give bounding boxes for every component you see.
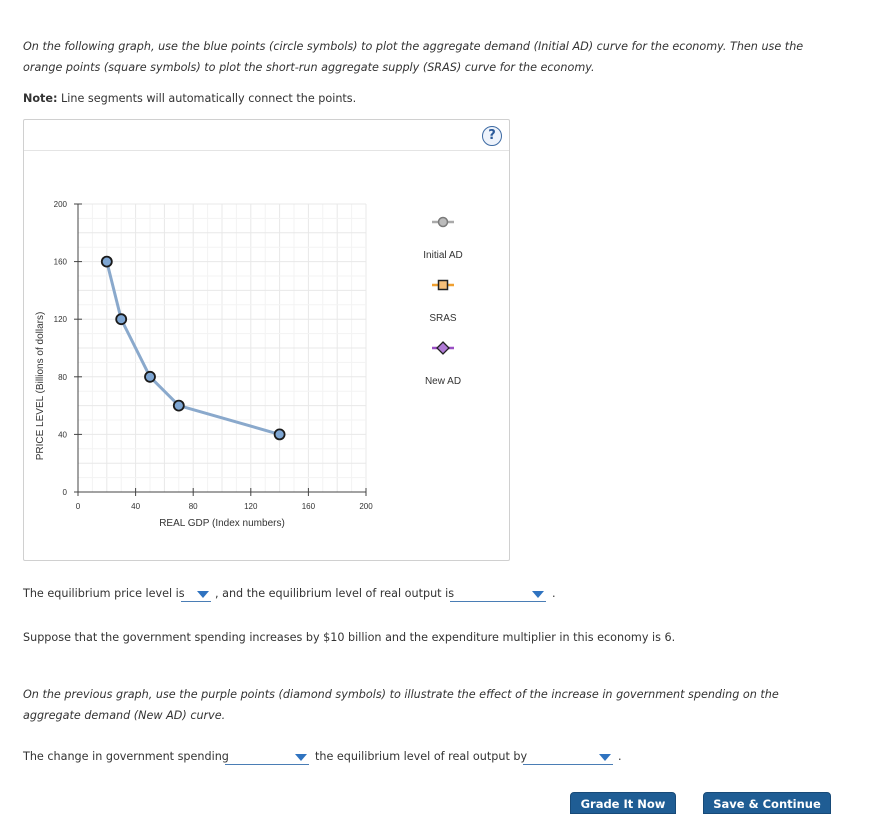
help-button[interactable]: ? — [482, 126, 502, 146]
legend-initial-ad-label: Initial AD — [423, 250, 463, 261]
output-change-dropdown[interactable] — [523, 750, 613, 765]
legend-new-ad-tool[interactable] — [432, 342, 454, 354]
x-tick-label: 160 — [301, 502, 316, 511]
question-new-ad-instructions: On the previous graph, use the purple points (diamond symbols) to illustrate the effect of the increase in government spending on the aggregate demand (New AD) curve. — [23, 688, 779, 722]
grade-it-now-button[interactable]: Grade It Now — [570, 792, 676, 814]
note-line — [23, 92, 356, 105]
legend-sras-tool[interactable] — [432, 281, 454, 290]
initial-ad-point[interactable] — [145, 372, 155, 382]
chevron-down-icon — [532, 591, 544, 598]
y-axis-label: PRICE LEVEL (Billions of dollars) — [35, 311, 46, 461]
q1-prefix: The equilibrium price level is — [23, 587, 185, 600]
y-tick-label: 80 — [58, 372, 67, 382]
x-tick-label: 200 — [359, 502, 373, 511]
initial-ad-point[interactable] — [275, 429, 285, 439]
chart-legend — [423, 218, 462, 388]
y-tick-label: 160 — [53, 257, 67, 267]
legend-initial-ad-tool[interactable] — [432, 218, 454, 227]
price-level-dropdown[interactable] — [181, 587, 211, 602]
q1-middle: , and the equilibrium level of real output is — [215, 587, 455, 600]
chevron-down-icon — [599, 754, 611, 761]
chart-ticks — [54, 200, 374, 511]
graph-panel — [23, 119, 510, 561]
real-output-dropdown[interactable] — [450, 587, 546, 602]
spending-effect-dropdown[interactable] — [225, 750, 309, 765]
graph-toolbar — [24, 120, 509, 151]
x-tick-label: 120 — [244, 502, 258, 511]
x-tick-label: 0 — [75, 502, 81, 511]
question-change-spending — [23, 750, 229, 763]
legend-new-ad-label: New AD — [424, 376, 462, 387]
note-label: Note: — [23, 92, 58, 105]
initial-ad-point[interactable] — [116, 314, 126, 324]
legend-sras-label: SRAS — [429, 313, 457, 324]
y-tick-label: 120 — [53, 315, 67, 325]
chevron-down-icon — [295, 754, 307, 761]
chart-grid — [78, 204, 366, 492]
note-text: Line segments will automatically connect the points. — [57, 92, 357, 105]
save-continue-button[interactable]: Save & Continue — [703, 792, 831, 814]
question-equilibrium — [23, 587, 185, 600]
y-tick-label: 200 — [53, 200, 67, 209]
x-axis-label: REAL GDP (Index numbers) — [159, 518, 285, 529]
chevron-down-icon — [197, 591, 209, 598]
q4-prefix: The change in government spending — [23, 750, 229, 763]
question-spending-increase: Suppose that the government spending increases by $10 billion and the expenditure multiplier in this economy is 6. — [23, 631, 676, 644]
y-tick-label: 40 — [58, 430, 67, 440]
chart-svg[interactable] — [24, 150, 511, 562]
initial-ad-point[interactable] — [174, 401, 184, 411]
initial-ad-point[interactable] — [102, 257, 112, 267]
intro-instructions: On the following graph, use the blue points (circle symbols) to plot the aggregate demand (Initial AD) curve for the economy. Then use the orange points (square symbols) to plot the short-run aggregate supply (SRAS) curve for the economy. — [23, 40, 804, 74]
q4-middle: the equilibrium level of real output by — [315, 750, 528, 763]
x-tick-label: 80 — [188, 502, 198, 511]
x-tick-label: 40 — [131, 502, 141, 511]
q1-suffix: . — [552, 587, 556, 600]
q4-suffix: . — [618, 750, 622, 763]
y-tick-label: 0 — [62, 488, 67, 497]
